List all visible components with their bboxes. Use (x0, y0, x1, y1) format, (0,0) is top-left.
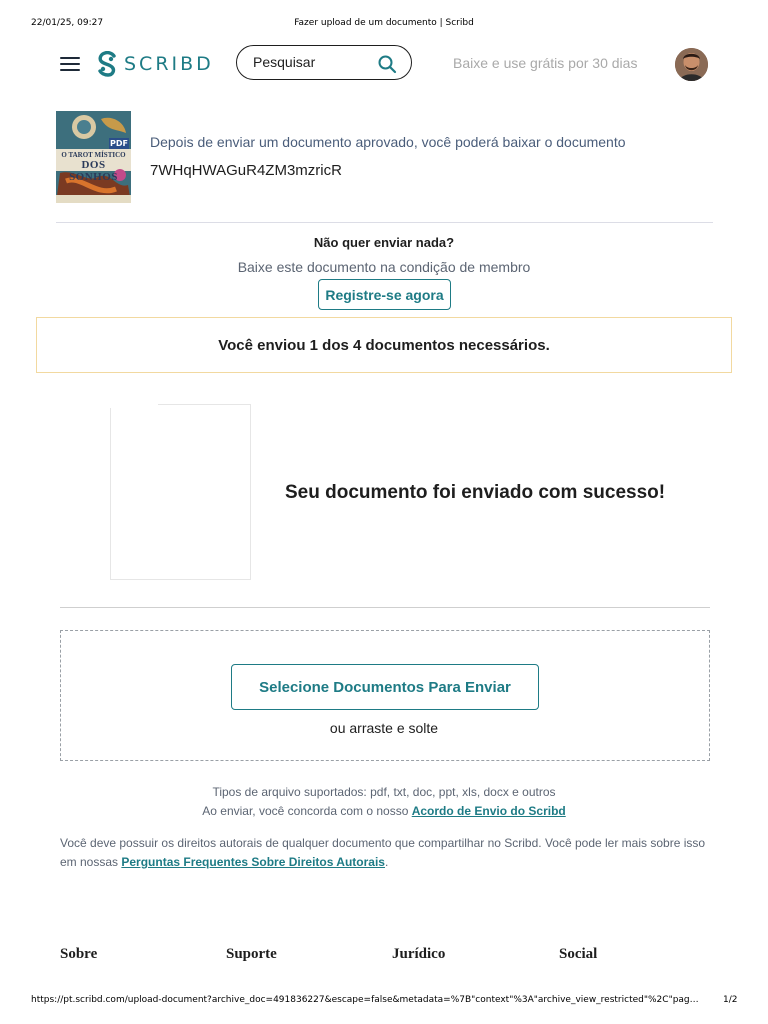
copyright-faq-link[interactable]: Perguntas Frequentes Sobre Direitos Autorais (121, 855, 385, 869)
free-trial-link[interactable]: Baixe e use grátis por 30 dias (453, 55, 638, 71)
upload-progress-notice: Você enviou 1 dos 4 documentos necessários. (36, 317, 732, 373)
cover-title-line2: DOS SONHOS (69, 159, 118, 183)
footer-legal-heading: Jurídico (392, 946, 446, 962)
avatar[interactable] (675, 48, 708, 81)
scribd-logo[interactable] (96, 50, 214, 78)
brand-name: SCRIBD (124, 53, 214, 75)
supported-file-types: Tipos de arquivo suportados: pdf, txt, doc, ppt, xls, docx e outros (212, 785, 556, 799)
user-avatar-icon (675, 48, 708, 81)
divider (56, 222, 713, 223)
footer-social-heading: Social (559, 946, 598, 962)
divider (60, 607, 710, 608)
search-input[interactable] (251, 53, 365, 71)
search-box[interactable] (236, 45, 412, 80)
select-documents-button[interactable]: Selecione Documentos Para Enviar (231, 664, 539, 710)
member-download-text: Baixe este documento na condição de membro (237, 259, 531, 275)
upload-agreement-text (0, 804, 768, 818)
copyright-notice (60, 834, 710, 872)
upload-success-message: Seu documento foi enviado com sucesso! (285, 482, 666, 503)
copyright-end: . (384, 855, 389, 869)
no-upload-question: Não quer enviar nada? (313, 235, 455, 250)
document-placeholder-fold (110, 404, 158, 408)
print-datetime: 22/01/25, 09:27 (31, 18, 104, 28)
pdf-badge: PDF (110, 139, 128, 148)
footer-support-heading: Suporte (226, 946, 277, 962)
print-page-number: 1/2 (723, 995, 738, 1005)
copyright-text: Você deve possuir os direitos autorais de qualquer documento que compartilhar no Scribd. Você pode ler mais sobre isso em nossas (60, 836, 706, 869)
print-title: Fazer upload de um documento | Scribd (294, 18, 474, 28)
document-placeholder (110, 404, 251, 580)
upload-agreement-link[interactable]: Acordo de Envio do Scribd (411, 804, 566, 818)
search-icon[interactable] (377, 54, 397, 74)
document-approval-message: Depois de enviar um documento aprovado, você poderá baixar o documento (150, 134, 626, 150)
agreement-prefix: Ao enviar, você concorda com o nosso (202, 804, 412, 818)
drag-drop-text: ou arraste e solte (329, 720, 439, 736)
menu-icon[interactable] (60, 57, 80, 71)
scribd-logo-icon (96, 51, 118, 77)
cover-title-line1: O TAROT MÍSTICO (61, 151, 126, 159)
register-button[interactable]: Registre-se agora (318, 279, 451, 310)
print-url: https://pt.scribd.com/upload-document?archive_doc=491836227&escape=false&metadata=%7B"context"%3A"archive_view_restricted"%2C"pag… (31, 995, 699, 1005)
document-thumbnail (56, 111, 131, 203)
document-id: 7WHqHWAGuR4ZM3mzricR (150, 162, 342, 179)
footer-about-heading: Sobre (60, 946, 98, 962)
